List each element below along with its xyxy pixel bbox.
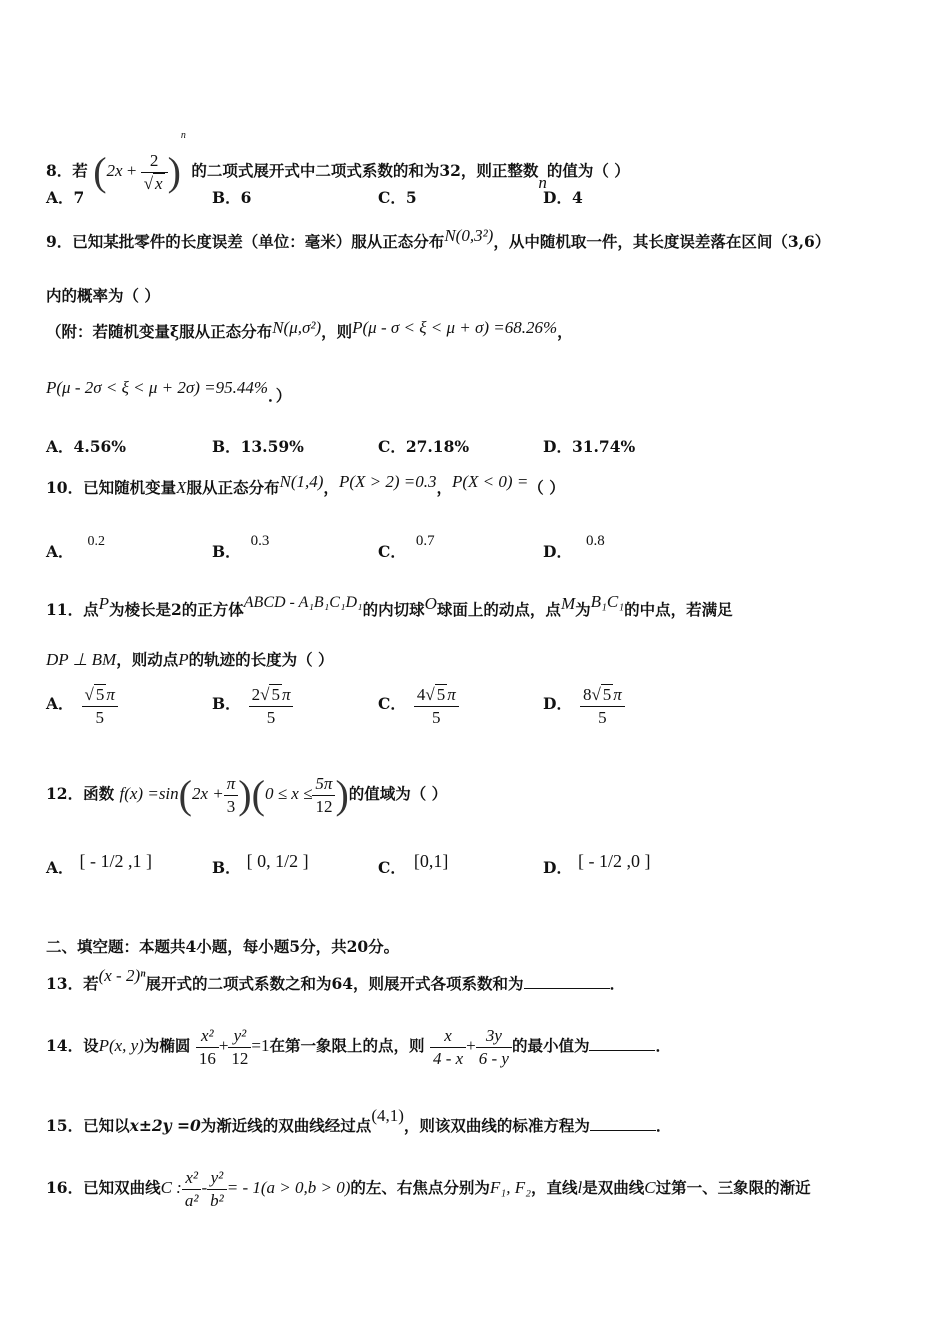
q10-dist: N(1,4): [279, 472, 324, 491]
question-number: 10．: [46, 478, 84, 497]
q10-p2: P(X < 0) =: [452, 472, 529, 491]
q8-lead: 若: [72, 161, 88, 180]
q14-f1d: 4 - x: [432, 1048, 464, 1068]
q9-text2: ，从中随机取一件，其长度误差落在区间（3,6）: [493, 232, 831, 251]
q9-p2: P(μ - 2σ < ξ < μ + 2σ) =95.44%: [46, 378, 269, 397]
paren-right: ): [167, 149, 181, 194]
q14-f1n: x: [430, 1025, 466, 1048]
q8-frac-num: 2: [141, 150, 168, 173]
option-d[interactable]: D．4: [543, 188, 583, 207]
q9-text3: 内的概率为（ ）: [46, 286, 160, 305]
section-title: 二、填空题：本题共4小题，每小题5分，共20分。: [46, 937, 400, 956]
q11-p: P: [98, 594, 109, 613]
option-b[interactable]: B．0.3: [212, 533, 270, 561]
q16-t3: ，直线: [531, 1178, 578, 1197]
q14-f2d: 6 - y: [478, 1048, 509, 1068]
q10-text2: 服从正态分布: [186, 478, 280, 497]
q14-f2n: 3y: [476, 1025, 512, 1048]
q16-foci: F₁, F₂: [489, 1178, 531, 1197]
q12-fx: f(x) =sin: [119, 784, 179, 803]
q11-m: M: [560, 594, 576, 613]
q13-t1: 若: [83, 974, 99, 993]
q11-edge: B₁C₁: [590, 592, 625, 611]
question-number: 9．: [46, 232, 73, 251]
question-9: [46, 226, 831, 252]
q12-arg: 2x +: [191, 784, 224, 803]
q14-t2: 为椭圆: [143, 1036, 191, 1055]
q15-t2: 为渐近线的双曲线经过点: [200, 1116, 372, 1135]
q10-tail: （ ）: [528, 478, 565, 497]
q12-tail: 的值域为（ ）: [348, 784, 448, 803]
paren-right: ): [238, 772, 252, 817]
q14-t3: 在第一象限上的点，则: [269, 1036, 425, 1055]
option-a[interactable]: A． $\frac{√ 5 \pi}{5}$: [46, 684, 118, 729]
question-number: 11．: [46, 600, 84, 619]
paren-right: ): [335, 772, 349, 817]
q16-hd1: a²: [184, 1190, 199, 1210]
question-10: [46, 472, 565, 498]
question-11: [46, 592, 733, 620]
q8-mid: 的二项式展开式中二项式系数的和为32，则正整数: [191, 161, 539, 180]
q8-expr: 2x + $\frac{2}{√ x}$: [107, 161, 168, 180]
paren-left: (: [178, 772, 192, 817]
q15-pt: (4,1): [371, 1106, 404, 1125]
q8-expr-a: 2x: [106, 161, 123, 180]
q11-cond: DP ⊥ BM: [46, 650, 117, 669]
answer-blank[interactable]: [590, 1130, 656, 1131]
q15-asym: x±2y =0: [129, 1116, 201, 1135]
option-a[interactable]: A．0.2: [46, 534, 106, 561]
q15-t1: 已知以: [83, 1116, 130, 1135]
q16-rhs: = - 1(a > 0,b > 0): [226, 1178, 351, 1197]
q14-e1n: x²: [196, 1025, 219, 1048]
q9-dist2: N(μ,σ²): [272, 318, 322, 337]
q11-t2: 为棱长是2的正方体: [108, 600, 244, 619]
q16-t1: 已知双曲线: [83, 1178, 161, 1197]
q14-plus: +: [218, 1036, 229, 1055]
question-number: 12．: [46, 784, 84, 803]
q10-p1: P(X > 2) =0.3: [338, 472, 437, 491]
q15-t3: ，则该双曲线的标准方程为: [403, 1116, 590, 1135]
q16-t4: 是双曲线: [582, 1178, 645, 1197]
q16-l: l: [577, 1178, 583, 1197]
q12-domnum: 5π: [312, 773, 335, 796]
q10-text1: 已知随机变量: [83, 478, 177, 497]
q16-hd2: b²: [210, 1190, 224, 1210]
q13-t2: 展开式的二项式系数之和为64，则展开式各项系数和为: [145, 974, 524, 993]
q14-end: ．: [655, 1036, 671, 1055]
q11-t7: ，则动点: [116, 650, 179, 669]
q14-eq: =1: [251, 1036, 270, 1055]
question-number: 14．: [46, 1036, 84, 1055]
option-b[interactable]: B．13.59%: [212, 437, 304, 456]
q11-t8: 的轨迹的长度为（ ）: [188, 650, 334, 669]
q8-expr-exp: n: [180, 130, 186, 141]
q11-line2: [46, 648, 334, 670]
q9-note1: （附：若随机变量ξ服从正态分布: [46, 322, 273, 341]
q16-t5: 过第一、三象限的渐近: [655, 1178, 811, 1197]
q9-comma: ，: [557, 322, 573, 341]
q10-c1: ，: [323, 478, 339, 497]
answer-blank[interactable]: [524, 988, 610, 989]
q16-hn1: x²: [182, 1167, 202, 1190]
q11-t3: 的内切球: [362, 600, 425, 619]
q13-end: ．: [609, 974, 626, 993]
q9-text1: 已知某批零件的长度误差（单位：毫米）服从正态分布: [72, 232, 445, 251]
question-8: [46, 108, 630, 194]
q9-dist: N(0,3²): [444, 226, 494, 245]
option-a[interactable]: A．4.56%: [46, 437, 127, 456]
q14-t4: 的最小值为: [511, 1036, 590, 1055]
question-13: [46, 966, 626, 994]
option-c[interactable]: C．27.18%: [378, 437, 470, 456]
option-c[interactable]: C．5: [378, 188, 417, 207]
q11-cube: ABCD - A₁B₁C₁D₁: [243, 594, 363, 611]
option-c[interactable]: C． [0,1]: [378, 851, 449, 877]
q9-p1: P(μ - σ < ξ < μ + σ) =68.26%: [352, 318, 558, 337]
q14-e1d: 16: [198, 1048, 216, 1068]
q16-hn2: y²: [207, 1167, 227, 1190]
option-b[interactable]: B． $\frac{2√ 5 \pi}{5}$: [212, 684, 293, 729]
q11-t6: 的中点，若满足: [624, 600, 733, 619]
q16-t2: 的左、右焦点分别为: [350, 1178, 490, 1197]
q10-var: X: [176, 478, 187, 497]
q14-e2d: 12: [231, 1048, 249, 1068]
q12-dom: 0 ≤ x ≤: [264, 784, 313, 803]
q9-note-line2: [46, 376, 292, 405]
option-b[interactable]: B．6: [212, 188, 252, 207]
question-16: [46, 1160, 811, 1216]
q11-p2: P: [178, 650, 189, 669]
q11-t4: 球面上的动点，点: [436, 600, 561, 619]
q8-var: n: [538, 173, 547, 192]
q16-c: C :: [160, 1178, 182, 1197]
q9-line2: [46, 284, 160, 306]
q9-note: [46, 320, 573, 342]
option-d[interactable]: D． [ - 1/2 ,0 ]: [543, 851, 651, 877]
option-b[interactable]: B． [ 0, 1/2 ]: [212, 851, 309, 877]
question-15: [46, 1106, 672, 1136]
q12-domden: 12: [315, 796, 333, 816]
option-d[interactable]: D．0.8: [543, 533, 605, 561]
question-number: 16．: [46, 1178, 84, 1197]
option-d[interactable]: D．31.74%: [543, 437, 636, 456]
q11-t5: 为: [575, 600, 591, 619]
q14-pt: P(x, y): [98, 1036, 144, 1055]
option-d[interactable]: D． $\frac{8√ 5 \pi}{5}$: [543, 684, 625, 729]
option-a[interactable]: A．7: [46, 188, 85, 207]
q8-tail: 的值为（ ）: [546, 161, 630, 180]
q8-frac-rad: x: [155, 173, 163, 193]
q8-expr-plus: +: [126, 161, 137, 180]
paren-left: (: [93, 149, 107, 194]
q12-argden: 3: [226, 796, 236, 816]
q16-c2: C: [644, 1178, 656, 1197]
q10-c2: ，: [436, 478, 452, 497]
question-number: 13．: [46, 974, 84, 993]
q9-note2: ，则: [321, 322, 353, 341]
question-14: 14．设P(x, y)为椭圆 $\frac{\text{x²}}{16}$ + $\frac{\text{y²}}{12}$ =1在第一象限上的点，则 $\frac{x}{4 - x}$ + $\frac{3y}{6 - y}$ 的最小值为 ．: [46, 1025, 671, 1068]
option-c[interactable]: C． $\frac{4√ 5 \pi}{5}$: [378, 684, 459, 729]
q11-o: O: [424, 594, 437, 613]
q12-t1: 函数: [83, 784, 115, 803]
q13-expr: (x - 2)ⁿ: [98, 966, 146, 985]
q16-minus: -: [201, 1178, 208, 1197]
q14-e2n: y²: [228, 1025, 251, 1048]
paren-left: (: [251, 772, 265, 817]
q12-argnum: π: [224, 773, 239, 796]
question-12: [46, 766, 447, 822]
option-c[interactable]: C．0.7: [378, 533, 435, 561]
option-a[interactable]: A． [ - 1/2 ,1 ]: [46, 851, 153, 877]
question-number: 15．: [46, 1116, 84, 1135]
q11-t1: 点: [83, 600, 99, 619]
q9-note3: ．）: [268, 386, 292, 405]
q15-end: ．: [655, 1116, 672, 1135]
q14-t1: 设: [83, 1036, 99, 1055]
question-number: 8．: [46, 161, 73, 180]
answer-blank[interactable]: [589, 1050, 655, 1051]
